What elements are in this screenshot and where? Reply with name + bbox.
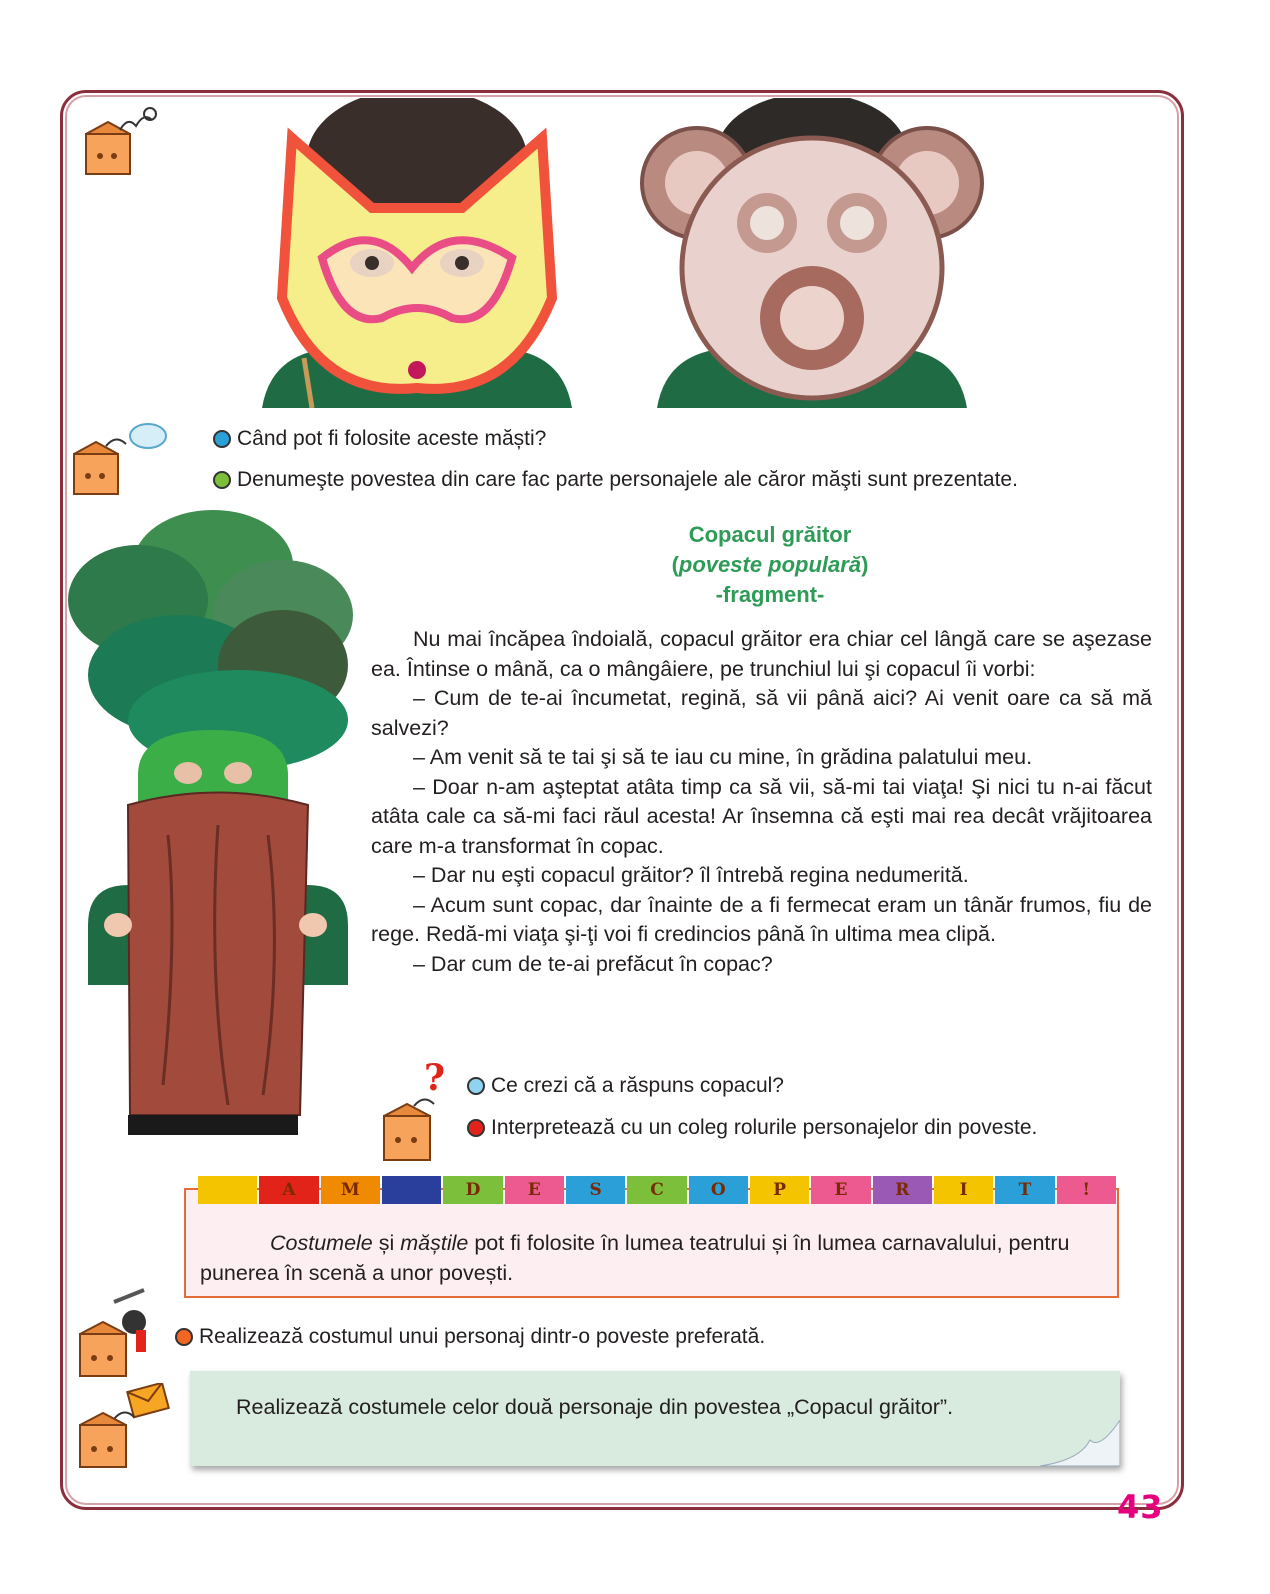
story-subtitle: (poveste populară) xyxy=(671,552,869,577)
question-text: Denumeşte povestea din care fac parte personajele ale căror măşti sunt prezentate. xyxy=(237,468,1018,491)
banner-tile: P xyxy=(750,1176,809,1204)
story-paragraph: – Am venit să te tai şi să te iau cu mine, în grădina palatului meu. xyxy=(413,745,1033,769)
green-bullet-icon xyxy=(213,471,231,489)
banner-tile: R xyxy=(873,1176,932,1204)
story-title-main: Copacul grăitor xyxy=(688,522,852,547)
banner-tile xyxy=(382,1176,441,1204)
banner-tile: T xyxy=(995,1176,1054,1204)
blue-bullet-icon xyxy=(213,430,231,448)
banner-tile xyxy=(198,1176,257,1204)
story-paragraph: – Dar nu eşti copacul grăitor? îl întrebă regina nedumerită. xyxy=(413,863,969,887)
craft-tools-chest-icon xyxy=(74,1282,164,1382)
banner-tile: O xyxy=(689,1176,748,1204)
orange-bullet-icon xyxy=(175,1328,193,1346)
banner-tile: I xyxy=(934,1176,993,1204)
discover-term-masks: măștile xyxy=(400,1231,469,1255)
fox-mask-photo xyxy=(252,98,582,408)
tree-costume-photo xyxy=(68,505,368,1145)
question-text: Ce crezi că a răspuns copacul? xyxy=(491,1074,784,1097)
bear-mask-photo xyxy=(637,98,987,408)
story-paragraph: Nu mai încăpea îndoială, copacul grăitor era chiar cel lângă care se aşezase ea. Întinse o mână, ca o mângâiere, pe trunchiul lui şi copacul îi vorbi: xyxy=(371,627,1152,681)
banner-tile: S xyxy=(566,1176,625,1204)
task-costume xyxy=(175,1325,765,1349)
story-paragraph: – Cum de te-ai încumetat, regină, să vii până aici? Ai venit oare ca să mă salvezi? xyxy=(371,686,1152,740)
banner-tile: D xyxy=(443,1176,502,1204)
question-chest-icon xyxy=(378,1058,458,1168)
treasure-chest-icon xyxy=(80,100,160,188)
question-text: Când pot fi folosite aceste măști? xyxy=(237,427,547,450)
story-genre: poveste populară xyxy=(678,552,862,577)
banner-tile: ! xyxy=(1057,1176,1116,1204)
story-paragraph: – Doar n-am aşteptat atâta timp ca să vii, să-mi tai viaţa! Şi nici tu n-ai făcut atâta cale ca să-mi faci răul acesta! Ar însemna că eşti mai rea decât vrăjitoarea care m-a transformat în copac. xyxy=(371,774,1152,858)
story-paragraph: – Acum sunt copac, dar înainte de a fi fermecat eram un tânăr frumos, fiu de rege. Redă-mi viaţa şi-ţi voi fi credincios până în ultima mea clipă. xyxy=(371,892,1152,946)
question-text: Interpretează cu un coleg rolurile personajelor din poveste. xyxy=(491,1116,1038,1139)
banner-tile: A xyxy=(259,1176,318,1204)
page-number: 43 xyxy=(1117,1488,1164,1526)
question-role-play xyxy=(467,1116,1037,1140)
light-blue-bullet-icon xyxy=(467,1077,485,1095)
story-text xyxy=(371,625,1152,979)
task-text: Realizează costumul unui personaj dintr-o poveste preferată. xyxy=(199,1325,766,1348)
page-curl-icon xyxy=(1020,1420,1120,1470)
question-masks-use xyxy=(213,427,546,451)
discover-connector: și xyxy=(372,1231,401,1255)
am-descoperit-banner xyxy=(197,1176,1117,1206)
svg-text:?: ? xyxy=(424,1058,446,1099)
discover-term-costumes: Costumele xyxy=(270,1231,373,1255)
thinking-chest-icon xyxy=(70,420,170,505)
story-title xyxy=(600,520,940,610)
story-fragment-label: -fragment- xyxy=(715,582,825,607)
banner-tile: E xyxy=(505,1176,564,1204)
red-bullet-icon xyxy=(467,1119,485,1137)
banner-tile: E xyxy=(811,1176,870,1204)
homework-text: Realizează costumele celor două personaje din povestea „Copacul grăitor”. xyxy=(236,1395,954,1419)
discover-sentence: pot fi folosite în lumea teatrului și în lumea carnavalului, pentru punerea în scenă a unor povești. xyxy=(200,1231,1070,1285)
envelope-chest-icon xyxy=(74,1383,174,1473)
question-tree-answer xyxy=(467,1074,784,1098)
story-paragraph: – Dar cum de te-ai prefăcut în copac? xyxy=(413,951,773,976)
question-story-name xyxy=(213,468,1018,492)
banner-tile: M xyxy=(321,1176,380,1204)
discover-text xyxy=(200,1228,1105,1288)
banner-tile: C xyxy=(627,1176,686,1204)
